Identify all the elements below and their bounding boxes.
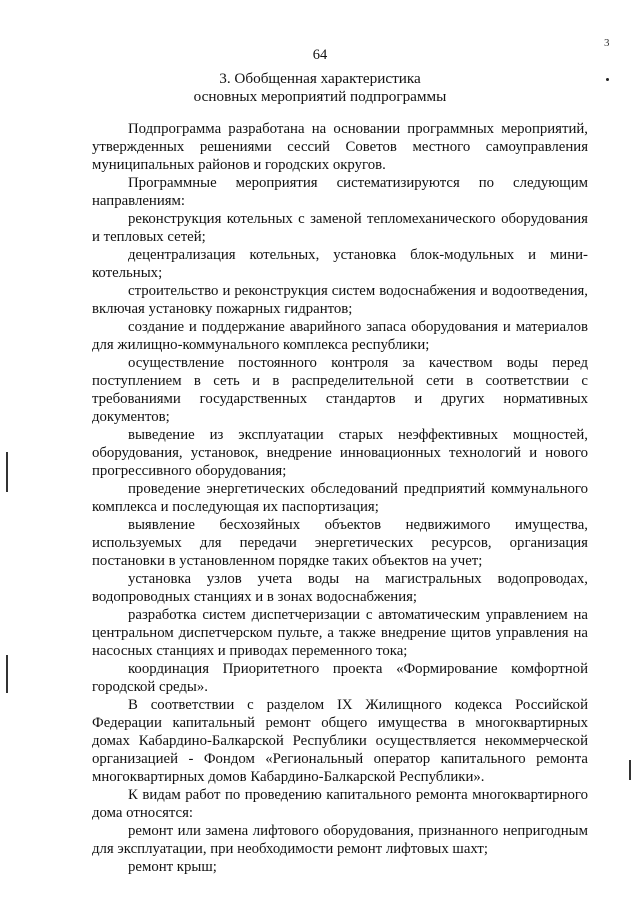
paragraph: реконструкция котельных с заменой тепломеханического оборудования и тепловых сетей; [92, 211, 588, 245]
paragraph: создание и поддержание аварийного запаса оборудования и материалов для жилищно-коммунального комплекса республики; [92, 319, 588, 353]
corner-mark: 3 [604, 37, 610, 49]
paragraph: ремонт или замена лифтового оборудования, признанного непригодным для эксплуатации, при необходимости ремонт лифтовых шахт; [92, 823, 588, 857]
paragraph: установка узлов учета воды на магистральных водопроводах, водопроводных станциях и в зонах водоснабжения; [92, 571, 588, 605]
paragraph: Программные мероприятия систематизируются по следующим направлениям: [92, 175, 588, 209]
paragraph: координация Приоритетного проекта «Формирование комфортной городской среды». [92, 661, 588, 695]
scan-artifact-line [6, 452, 8, 492]
heading-line-2: основных мероприятий подпрограммы [193, 88, 447, 105]
page-number: 64 [312, 47, 328, 63]
paragraph: строительство и реконструкция систем водоснабжения и водоотведения, включая установку пожарных гидрантов; [92, 283, 588, 317]
section-heading [0, 70, 640, 106]
paragraph: В соответствии с разделом IX Жилищного кодекса Российской Федерации капитальный ремонт общего имущества в многоквартирных домах Кабардино-Балкарской Республики осуществляется некоммерческой организацией - Фондом «Региональный оператор капитального ремонта многоквартирных домов Кабардино-Балкарской Республики». [92, 697, 588, 785]
paragraph: разработка систем диспетчеризации с автоматическим управлением на центральном диспетчерском пульте, а также внедрение щитов управления на насосных станциях и приводах переменного тока; [92, 607, 588, 659]
paragraph: осуществление постоянного контроля за качеством воды перед поступлением в сеть и в распределительной сети в соответствии с требованиями государственных стандартов и других нормативных документов; [92, 355, 588, 425]
scan-artifact-line [629, 760, 631, 780]
paragraph: выявление бесхозяйных объектов недвижимого имущества, используемых для передачи энергетических ресурсов, организация постановки в установленном порядке таких объектов на учет; [92, 517, 588, 569]
paragraph: К видам работ по проведению капитального ремонта многоквартирного дома относятся: [92, 787, 588, 821]
scan-artifact-line [6, 655, 8, 693]
document-body [92, 120, 588, 876]
paragraph: Подпрограмма разработана на основании программных мероприятий, утвержденных решениями сессий Советов местного самоуправления муниципальных районов и городских округов. [92, 121, 588, 173]
heading-line-1: 3. Обобщенная характеристика [219, 70, 421, 87]
paragraph: децентрализация котельных, установка блок-модульных и мини-котельных; [92, 247, 588, 281]
paragraph: ремонт крыш; [128, 859, 217, 875]
paragraph: выведение из эксплуатации старых неэффективных мощностей, оборудования, установок, внедрение инновационных технологий и нового прогрессивного оборудования; [92, 427, 588, 479]
paragraph: проведение энергетических обследований предприятий коммунального комплекса и последующая их паспортизация; [92, 481, 588, 515]
